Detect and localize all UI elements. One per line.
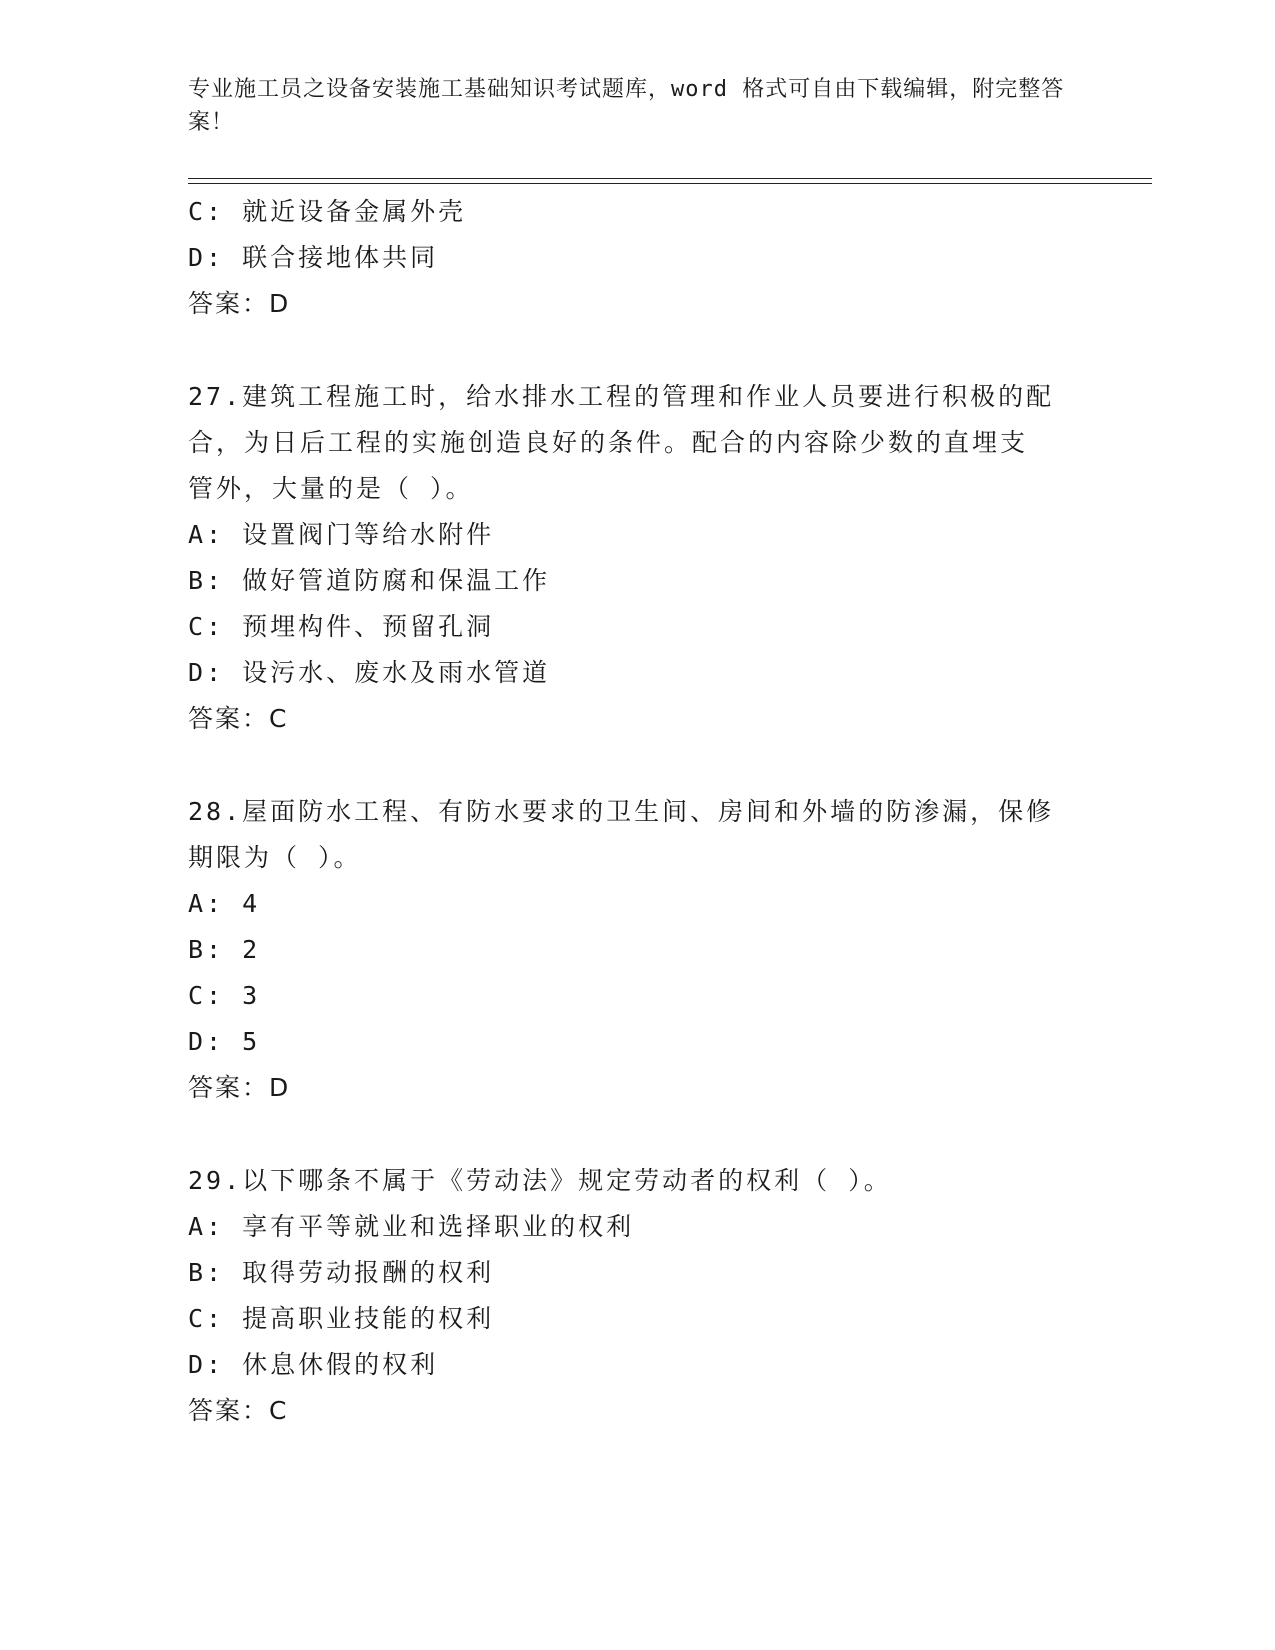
option-d: D: 联合接地体共同	[188, 243, 439, 272]
question-list	[188, 189, 1088, 1434]
option-a: A: 设置阀门等给水附件	[188, 520, 495, 549]
question-stem: 29.以下哪条不属于《劳动法》规定劳动者的权利（ ）。	[188, 1166, 892, 1195]
document-header	[188, 73, 1068, 139]
option-c: C: 就近设备金属外壳	[188, 197, 467, 226]
option-c: C: 提高职业技能的权利	[188, 1304, 495, 1333]
question-28	[188, 789, 1088, 1111]
option-b: B: 2	[188, 935, 261, 964]
option-b: B: 做好管道防腐和保温工作	[188, 566, 551, 595]
option-b: B: 取得劳动报酬的权利	[188, 1258, 495, 1287]
answer-line: 答案：C	[188, 704, 289, 733]
question-stem: 27.建筑工程施工时，给水排水工程的管理和作业人员要进行积极的配	[188, 382, 1055, 411]
header-title: 专业施工员之设备安装施工基础知识考试题库，word 格式可自由下载编辑，附完整答案！	[188, 77, 1065, 135]
option-d: D: 5	[188, 1027, 261, 1056]
option-d: D: 休息休假的权利	[188, 1350, 439, 1379]
question-29	[188, 1158, 1088, 1434]
answer-line: 答案：D	[188, 1073, 291, 1102]
question-stem: 28.屋面防水工程、有防水要求的卫生间、房间和外墙的防渗漏，保修	[188, 797, 1055, 826]
question-stem: 合，为日后工程的实施创造良好的条件。配合的内容除少数的直埋支	[188, 428, 1029, 457]
header-divider-bottom	[188, 183, 1152, 184]
question-26-continuation	[188, 189, 1088, 327]
header-divider-top	[188, 178, 1152, 179]
question-27	[188, 374, 1088, 742]
answer-line: 答案：C	[188, 1396, 289, 1425]
option-c: C: 3	[188, 981, 261, 1010]
question-stem: 期限为（ ）。	[188, 843, 362, 872]
question-stem: 管外，大量的是（ ）。	[188, 474, 474, 503]
option-a: A: 享有平等就业和选择职业的权利	[188, 1212, 635, 1241]
option-c: C: 预埋构件、预留孔洞	[188, 612, 495, 641]
option-a: A: 4	[188, 889, 261, 918]
option-d: D: 设污水、废水及雨水管道	[188, 658, 551, 687]
answer-line: 答案：D	[188, 289, 291, 318]
